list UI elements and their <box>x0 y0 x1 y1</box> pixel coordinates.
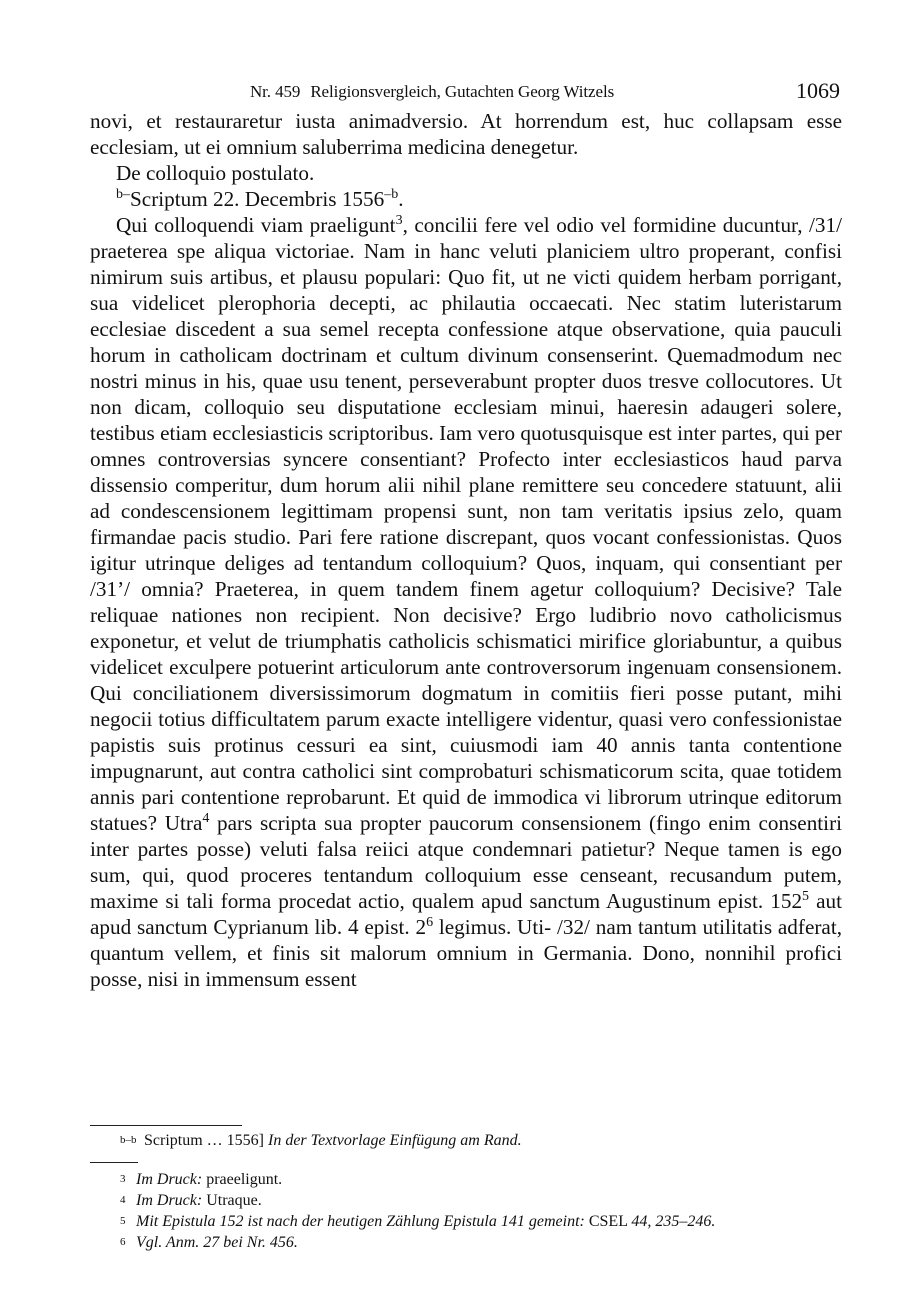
date-line: Scriptum 22. Decembris 1556 <box>130 187 385 211</box>
footnote-divider <box>90 1125 242 1126</box>
page-number: 1069 <box>796 78 840 103</box>
footnote-ref[interactable]: 3 <box>395 213 403 228</box>
edit-marker-open: b– <box>116 187 130 202</box>
paragraph-dated <box>90 186 842 212</box>
text-run: , concilii fere vel odio vel formidine ducuntur, /31/ praeterea spe aliqua victoriae. Nam in hanc veluti planiciem ultro properant, confisi nimirum suis artibus, et plausu populari: Quo fit, ut ne victi quidem herbam porrigant, sua videlicet plerophoria decepti, ac philautia occaecati. Nec statim luteristarum ecclesiae discedent a sua semel recepta confessione atque observatione, quia pauculi horum in catholicam doctrinam et cultum divinum consenserint. Quemadmodum nec nostri minus in his, quae usu tenent, perseverabunt propter duos tresve collocutores. Ut non dicam, colloquio seu disputatione ecclesiam minui, haeresin adaugeri solere, testibus etiam ecclesiasticis scriptoribus. Iam vero quotusquisque est inter partes, qui per omnes controversias syncere consentiant? Profecto inter ecclesiasticos haud parva dissensio comperitur, dum horum alii nihil plane remittere seu concedere statuunt, alii ad condescensionem legittimam propensi sunt, non tam veritatis ipsius zelo, quam firmandae pacis studio. Pari fere ratione discrepant, quos vocant confessionistas. Quos igitur utrinque deliges ad tentandum colloquium? Quos, inquam, qui consentiant per /31’/ omnia? Praeterea, in quem tandem finem agetur colloquium? Decisive? Tale reliquae nationes non recipient. Non decisive? Ergo ludibrio novo catholicismus exponetur, et velut de triumphatis catholicis schismatici mirifice gloriabuntur, a quibus videlicet exculpere potuerint articulorum ante controversorum ingenuam consensionem. Qui conciliationem diversissimorum dogmatum in comitiis fieri posse putant, mihi negocii totius difficultatem parum exacte intelligere videntur, quasi vero confessionistae papistis suis protinus cessuri ea sint, cuiusmodi iam 40 annis tanta contentione impugnarunt, aut contra catholici sint comprobaturi schismaticorum scita, quae totidem annis pari contentione reprobarunt. Et quid de immodica vi librorum utrinque editorum statues? Utra <box>90 213 842 835</box>
main-text <box>90 108 842 992</box>
text-run: aut apud sanctum Cyprianum lib. 4 epist. 2 <box>90 889 842 939</box>
footnote-ref[interactable]: 6 <box>426 915 434 930</box>
running-head <box>90 78 842 108</box>
footnote-body <box>120 1232 298 1253</box>
paragraph: De colloquio postulato. <box>116 161 315 185</box>
footnote-text: praeeligunt. <box>202 1171 283 1188</box>
footnote-item <box>90 1211 842 1232</box>
document-number: Nr. 459 <box>250 82 301 101</box>
footnote-text: Utraque. <box>202 1192 262 1209</box>
paragraph: novi, et restauraretur iusta animadversio. At horrendum est, huc collapsam esse ecclesiam, ut ei omnium saluberrima medicina denegetur. <box>90 109 842 159</box>
text-run: legimus. Uti- /32/ nam tantum utilitatis adferat, quantum vellem, et finis sit malorum omnium in Germania. Dono, nonnihil profici posse, nisi in immensum essent <box>90 915 842 991</box>
footnote-item <box>90 1232 842 1253</box>
apparatus-lemma: Scriptum … 1556] <box>144 1132 264 1149</box>
footnote-item <box>90 1169 842 1190</box>
footnote-divider <box>90 1162 138 1163</box>
footnote-body <box>120 1169 282 1190</box>
footnote-ref[interactable]: 4 <box>202 811 210 826</box>
numbered-footnotes <box>90 1162 842 1253</box>
footnote-text: CSEL <box>584 1213 632 1230</box>
footnote-item <box>90 1190 842 1211</box>
footnote-italic: Mit Epistula 152 ist nach der heutigen Zählung Epistula 141 gemeint: <box>136 1213 585 1230</box>
punctuation: . <box>398 187 404 211</box>
footnote-italic: Vgl. Anm. 27 bei Nr. 456. <box>136 1234 298 1251</box>
textual-apparatus <box>90 1125 842 1151</box>
text-run: pars scripta sua propter paucorum consensionem (fingo enim consentiri inter partes posse) veluti falsa reiici atque condemnari patietur? Neque tamen is ego sum, qui, quod proceres tentandum colloquium esse censeant, recusandum putem, maxime si tali forma procedat actio, qualem apud sanctum Augustinum epist. 152 <box>90 811 843 913</box>
paragraph-main <box>90 212 842 992</box>
footnote-number: 4 <box>120 1194 126 1206</box>
text-run: Qui colloquendi viam praeligunt <box>116 213 396 237</box>
footnote-italic-ref: 44, 235–246. <box>631 1213 716 1230</box>
footnote-italic: Im Druck: <box>136 1192 203 1209</box>
footnote-body <box>120 1190 262 1211</box>
apparatus-mark: b–b <box>120 1134 137 1146</box>
edit-marker-close: –b <box>384 187 399 202</box>
header-title <box>250 82 614 102</box>
footnote-body <box>120 1211 715 1232</box>
apparatus-body <box>120 1130 522 1151</box>
footnote-number: 5 <box>120 1215 126 1227</box>
footnote-italic: Im Druck: <box>136 1171 203 1188</box>
footnote-number: 6 <box>120 1236 126 1248</box>
footnote-number: 3 <box>120 1173 126 1185</box>
apparatus-comment: In der Textvorlage Einfügung am Rand. <box>268 1132 522 1149</box>
document-page <box>90 78 842 992</box>
apparatus-note <box>90 1130 842 1151</box>
footnote-ref[interactable]: 5 <box>802 889 810 904</box>
header-title-text: Religionsvergleich, Gutachten Georg Witzels <box>310 82 615 101</box>
